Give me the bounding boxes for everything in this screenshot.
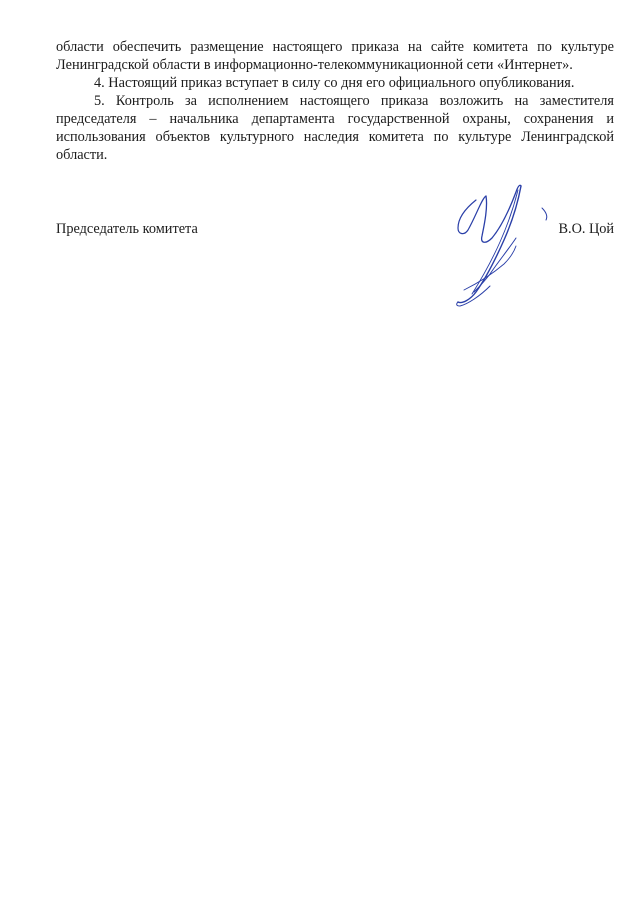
- paragraph-item-4: 4. Настоящий приказ вступает в силу со дня его официального опубликования.: [94, 75, 575, 91]
- document-body: [56, 38, 614, 164]
- handwritten-signature: [446, 178, 561, 310]
- paragraph-item-5: 5. Контроль за исполнением настоящего приказа возложить на заместителя председателя – начальника департамента государственной охраны, сохранения и использования объектов культурного наследия комитета по культуре Ленинградской области.: [56, 93, 614, 163]
- paragraph-continuation: области обеспечить размещение настоящего приказа на сайте комитета по культуре Ленинградской области в информационно-телекоммуникационной сети «Интернет».: [56, 39, 614, 73]
- signatory-title: Председатель комитета: [56, 221, 198, 237]
- signatory-name: В.О. Цой: [558, 221, 614, 237]
